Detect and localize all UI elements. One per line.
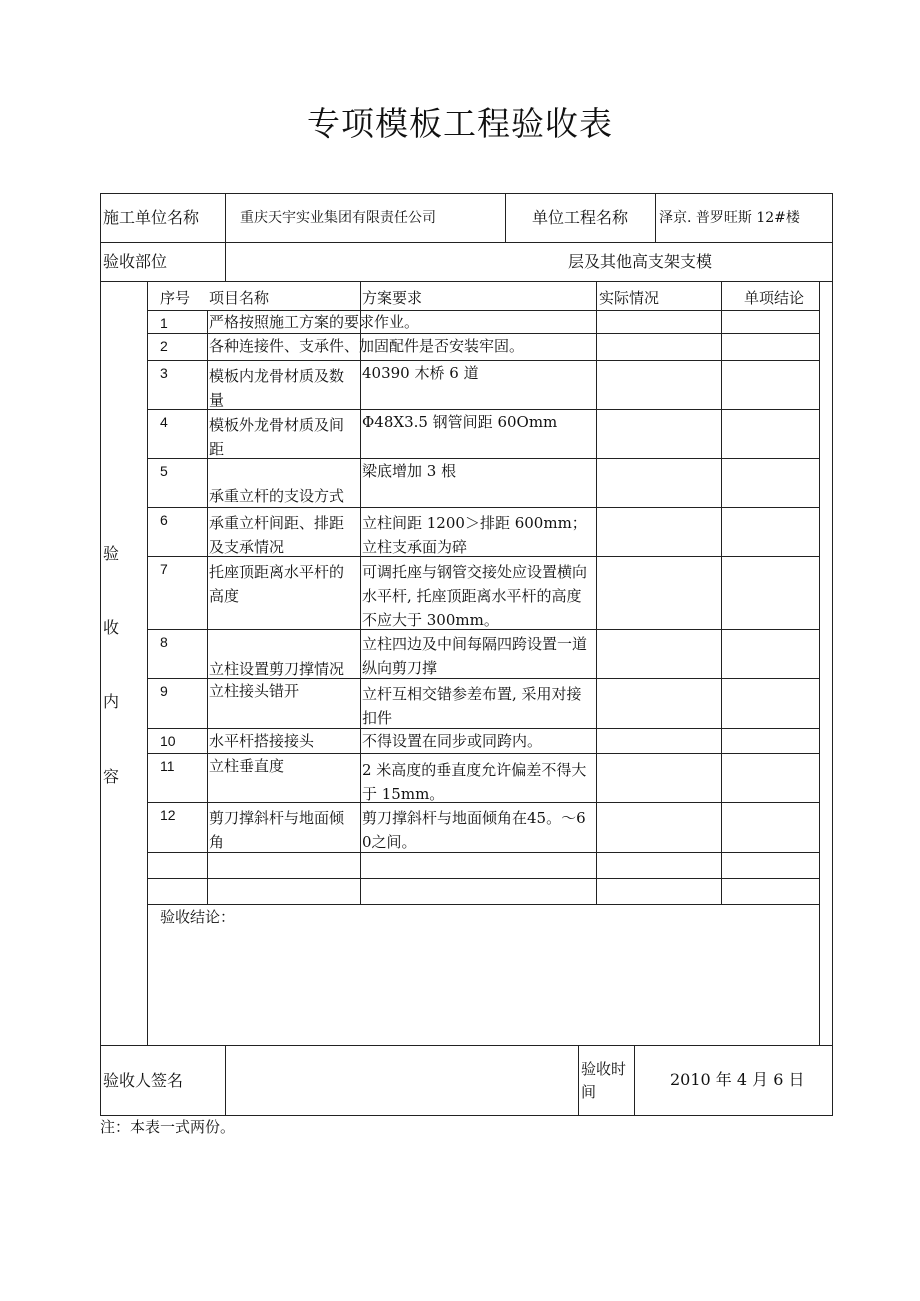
rule: [505, 193, 506, 242]
column-header-item: 项目名称: [209, 289, 270, 307]
rule: [147, 904, 819, 905]
row-requirement: 不得设置在同步或同跨内。: [362, 732, 543, 750]
rule: [225, 1045, 226, 1116]
row-item: 各种连接件、支承件、加固配件是否安装牢固。: [209, 337, 525, 355]
rule: [721, 281, 722, 904]
part-label: 验收部位: [103, 252, 168, 271]
row-number: 6: [160, 512, 168, 528]
row-number: 11: [160, 758, 175, 774]
project-label: 单位工程名称: [532, 208, 629, 227]
rule: [207, 310, 208, 904]
row-number: 9: [160, 683, 168, 699]
row-requirement: 可调托座与钢管交接处应设置横向水平杆, 托座顶距离水平杆的高度不应大于 300mm。: [362, 563, 588, 629]
row-requirement: Φ48X3.5 钢管间距 60Omm: [362, 413, 558, 431]
rule: [360, 281, 361, 904]
row-requirement: 立柱四边及中间每隔四跨设置一道纵向剪刀撑: [362, 635, 588, 677]
date-value: 2010 年 4 月 6 日: [670, 1070, 805, 1089]
row-requirement: 40390 木桥 6 道: [362, 364, 479, 382]
column-header-requirement: 方案要求: [362, 289, 423, 307]
row-item: 剪刀撑斜杆与地面倾角: [209, 809, 345, 851]
contractor-value: 重庆天宇实业集团有限责任公司: [240, 210, 436, 226]
rule: [596, 281, 597, 904]
row-number: 8: [160, 634, 168, 650]
rule: [578, 1045, 579, 1116]
row-requirement: 剪刀撑斜杆与地面倾角在45。～60之间。: [362, 809, 586, 851]
conclusion-label: 验收结论：: [160, 908, 236, 926]
rule: [225, 193, 226, 281]
side-label-char: 内: [103, 692, 120, 711]
time-label: 验收时间: [581, 1060, 627, 1101]
rule: [819, 281, 820, 1045]
rule: [147, 281, 148, 1045]
rule: [147, 878, 819, 879]
row-item: 承重立杆间距、排距及支承情况: [209, 514, 345, 556]
rule: [100, 1045, 833, 1046]
side-label-char: 验: [103, 544, 120, 563]
row-item: 立柱设置剪刀撑情况: [209, 660, 345, 678]
row-requirement: 立柱间距 1200＞排距 600mm；立柱支承面为碎: [362, 514, 587, 556]
row-item: 立柱接头错开: [209, 682, 300, 700]
row-number: 10: [160, 733, 176, 749]
page-title: 专项模板工程验收表: [307, 104, 613, 143]
row-item: 立柱垂直度: [209, 757, 285, 775]
row-number: 5: [160, 463, 168, 479]
row-requirement: 立杆互相交错参差布置, 采用对接扣件: [362, 685, 582, 727]
rule: [100, 242, 833, 243]
row-item: 水平杆搭接接头: [209, 732, 315, 750]
row-item: 模板外龙骨材质及间距: [209, 416, 345, 458]
row-requirement: 2 米高度的垂直度允许偏差不得大于 15mm。: [362, 761, 587, 803]
side-label-char: 收: [103, 618, 120, 637]
row-item: 严格按照施工方案的要求作业。: [209, 313, 420, 331]
row-item: 模板内龙骨材质及数量: [209, 367, 345, 409]
column-header-actual: 实际情况: [599, 289, 660, 307]
row-number: 12: [160, 807, 176, 823]
contractor-label: 施工单位名称: [103, 208, 200, 227]
row-requirement: 梁底增加 3 根: [362, 462, 457, 480]
rule: [100, 281, 833, 282]
part-value: 层及其他高支架支模: [568, 252, 713, 271]
row-number: 7: [160, 561, 168, 577]
footnote: 注：本表一式两份。: [100, 1118, 236, 1136]
side-label-char: 容: [103, 767, 120, 786]
row-number: 2: [160, 338, 168, 354]
column-header-no: 序号: [160, 289, 191, 307]
row-number: 1: [160, 315, 168, 331]
row-number: 4: [160, 414, 168, 430]
rule: [655, 193, 656, 242]
row-item: 托座顶距离水平杆的高度: [209, 563, 345, 605]
row-number: 3: [160, 365, 168, 381]
project-value: 泽京. 普罗旺斯 12#楼: [659, 210, 800, 226]
row-item: 承重立杆的支设方式: [209, 487, 345, 505]
column-header-result: 单项结论: [744, 289, 805, 307]
signer-label: 验收人签名: [103, 1071, 184, 1090]
